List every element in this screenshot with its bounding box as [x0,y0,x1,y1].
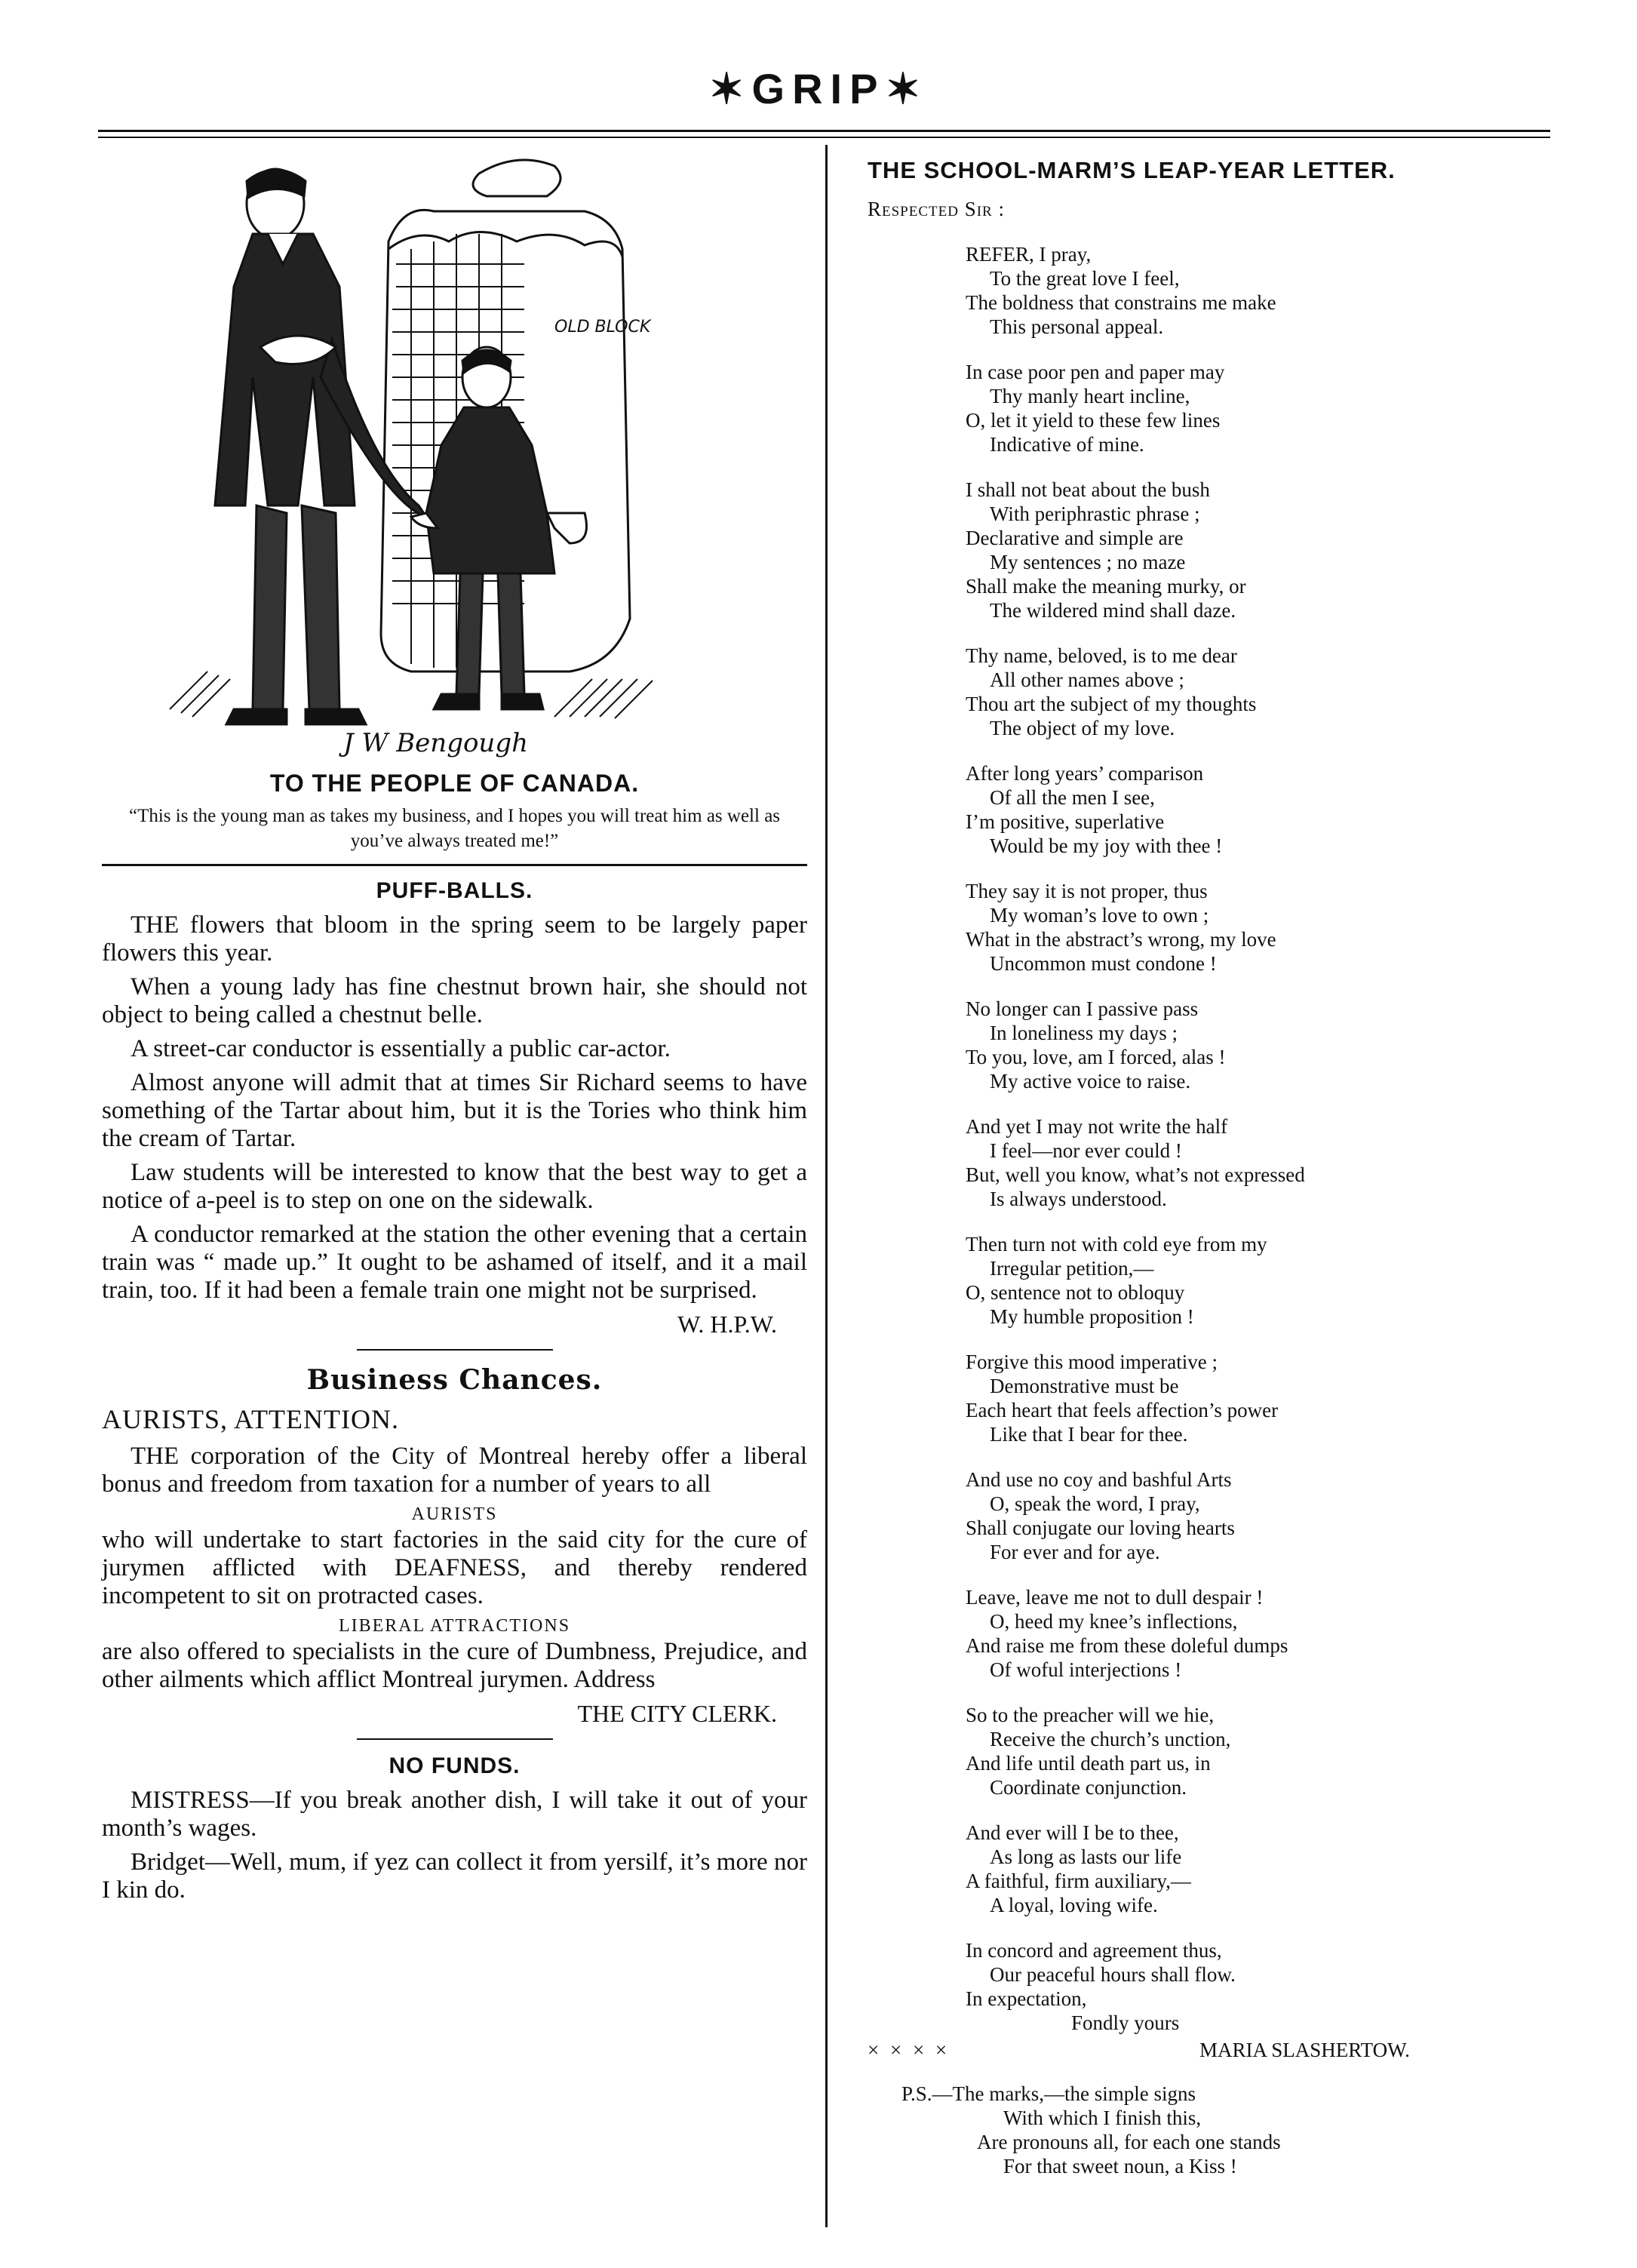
poem-line: Demonstrative must be [990,1375,1179,1397]
business-subhead: AURISTS [411,1504,498,1524]
poem-line: With periphrastic phrase ; [990,502,1200,525]
poem-line: Then turn not with cold eye from my [966,1233,1267,1255]
poem-line: Thou art the subject of my thoughts [966,693,1257,715]
business-paragraph: are also offered to specialists in the cure of Dumbness, Prejudice, and other ailments which afflict Montreal jurymen. Address [102,1638,807,1693]
puffballs-paragraph: When a young lady has fine chestnut brown hair, she should not object to being called a chestnut belle. [102,973,807,1028]
business-signature: THE CITY CLERK. [577,1700,777,1727]
puffballs-paragraph: THE flowers that bloom in the spring seem to be largely paper flowers this year. [102,911,807,967]
section-divider-short [357,1738,553,1740]
letter-signature: MARIA SLASHERTOW. [1199,2039,1410,2061]
poem-line: I’m positive, superlative [966,810,1165,833]
poem-stanza [966,997,1546,1093]
poem-line: My sentences ; no maze [990,551,1186,573]
poem-stanza [966,360,1546,456]
poem-line: A faithful, firm auxiliary,— [966,1870,1191,1892]
poem-line: To the great love I feel, [990,267,1180,290]
puffballs-paragraph: A conductor remarked at the station the other evening that a certain train was “ made up.” It ought to be ashamed of itself, and it a mail train, too. If it had been a female train one might not be surprised. [102,1221,807,1304]
poem-line: REFER, I pray, [966,243,1092,266]
section-divider-short [357,1349,553,1351]
poem-line: Shall conjugate our loving hearts [966,1517,1235,1539]
salutation: Respected Sir : [868,198,1005,220]
masthead: ✶GRIP✶ [708,65,929,112]
right-column [868,143,1546,2178]
poem-line: My woman’s love to own ; [990,904,1209,927]
poem-stanza [966,1585,1546,1682]
business-headline: AURISTS, ATTENTION. [102,1404,399,1434]
poem-stanza [966,1232,1546,1329]
cartoon [102,143,807,770]
poem-line: In case poor pen and paper may [966,361,1225,383]
poem-line: And ever will I be to thee, [966,1821,1179,1844]
nofunds-paragraph: Bridget—Well, mum, if yez can collect it from yersilf, it’s more nor I kin do. [102,1849,807,1904]
poem-stanza [966,242,1546,339]
poem-line: They say it is not proper, thus [966,880,1208,902]
cartoon-illustration [162,151,736,739]
poem-line: Indicative of mine. [990,433,1144,456]
header-rule [98,130,1550,132]
poem-line: I shall not beat about the bush [966,478,1210,501]
ps-line: P.S.—The marks,—the simple signs [901,2082,1196,2105]
header-rule-thin [98,137,1550,138]
closing-line: In expectation, [966,1987,1087,2010]
puffballs-signature: W. H.P.W. [677,1311,777,1338]
cartoon-quote: “This is the young man as takes my business, and I hopes you will treat him as well as you’ve always treated me!” [128,806,781,851]
poem-line: Leave, leave me not to dull despair ! [966,1586,1264,1609]
column-divider [825,145,828,2227]
poem-line: O, heed my knee’s inflections, [990,1610,1238,1633]
closing-line: In concord and agreement thus, [966,1939,1222,1962]
poem-line: Shall make the meaning murky, or [966,575,1246,598]
poem-line: And life until death part us, in [966,1752,1211,1775]
poem-line: Coordinate conjunction. [990,1776,1187,1799]
poem-line: The boldness that constrains me make [966,291,1276,314]
poem-stanza [966,1467,1546,1564]
poem-line: But, well you know, what’s not expressed [966,1163,1305,1186]
poem-stanza [966,1114,1546,1211]
poem-stanza [966,761,1546,858]
puffballs-paragraph: A street-car conductor is essentially a public car-actor. [131,1035,671,1062]
poem-line: And raise me from these doleful dumps [966,1634,1288,1657]
poem-title: THE SCHOOL-MARM’S LEAP-YEAR LETTER. [868,157,1396,183]
poem-line: For ever and for aye. [990,1541,1160,1563]
poem-line: Of woful interjections ! [990,1658,1182,1681]
poem-line: Would be my joy with thee ! [990,834,1223,857]
left-column [102,143,807,1910]
puffballs-paragraph: Law students will be interested to know that the best way to get a notice of a-peel is to step on one on the sidewalk. [102,1159,807,1214]
poem-line: Receive the church’s unction, [990,1728,1231,1750]
ps-line: Are pronouns all, for each one stands [977,2131,1281,2153]
artist-signature: J W Bengough [343,728,528,758]
poem-stanza [966,879,1546,976]
poem-line: The object of my love. [990,717,1175,739]
block-label: OLD BLOCK [554,318,651,337]
poem-line: To you, love, am I forced, alas ! [966,1046,1226,1068]
poem-line: Thy name, beloved, is to me dear [966,644,1237,667]
poem-line: O, let it yield to these few lines [966,409,1221,432]
poem-line: In loneliness my days ; [990,1022,1178,1044]
nofunds-paragraph: MISTRESS—If you break another dish, I will take it out of your month’s wages. [102,1787,807,1842]
ps-line: With which I finish this, [1003,2107,1202,2129]
poem-line: Like that I bear for thee. [990,1423,1188,1446]
poem-line: O, speak the word, I pray, [990,1492,1200,1515]
poem-line: Thy manly heart incline, [990,385,1190,407]
poem-line: And use no coy and bashful Arts [966,1468,1232,1491]
poem-line: So to the preacher will we hie, [966,1704,1215,1726]
business-paragraph: THE corporation of the City of Montreal hereby offer a liberal bonus and freedom from taxation for a number of years to all [102,1443,807,1498]
puffballs-title: PUFF-BALLS. [376,878,533,903]
poem-line: The wildered mind shall daze. [990,599,1236,622]
poem-line: O, sentence not to obloquy [966,1281,1185,1304]
poem-line: Of all the men I see, [990,786,1155,809]
closing-line: Our peaceful hours shall flow. [990,1963,1236,1986]
poem-line: And yet I may not write the half [966,1115,1228,1138]
poem-stanza [966,1350,1546,1446]
poem-line: No longer can I passive pass [966,997,1199,1020]
letter-closing [966,1938,1546,2035]
ps-line: For that sweet noun, a Kiss ! [1003,2155,1237,2177]
poem-line: I feel—nor ever could ! [990,1139,1182,1162]
closing-line: Fondly yours [1071,2011,1180,2034]
poem-stanza [966,1821,1546,1917]
poem-line: After long years’ comparison [966,762,1204,785]
signature-line [868,2038,1546,2062]
section-divider [102,864,807,866]
postscript [901,2082,1546,2178]
poem-line: Declarative and simple are [966,527,1184,549]
poem-line: Is always understood. [990,1188,1167,1210]
cartoon-title: TO THE PEOPLE OF CANADA. [269,770,640,797]
business-paragraph: who will undertake to start factories in the said city for the cure of jurymen afflicted with DEAFNESS, and thereby rendered incompetent to sit on protracted cases. [102,1526,807,1609]
poem-line: My active voice to raise. [990,1070,1191,1093]
poem-line: Each heart that feels affection’s power [966,1399,1279,1421]
kiss-marks: × × × × [868,2039,951,2061]
poem-line: Irregular petition,— [990,1257,1154,1280]
puffballs-paragraph: Almost anyone will admit that at times Sir Richard seems to have something of the Tartar about him, but it is the Tories who think him the cream of Tartar. [102,1069,807,1152]
poem-stanza [966,644,1546,740]
poem-line: My humble proposition ! [990,1305,1194,1328]
poem-line: What in the abstract’s wrong, my love [966,928,1276,951]
poem-line: A loyal, loving wife. [990,1894,1158,1916]
nofunds-title: NO FUNDS. [389,1753,521,1778]
poem-line: This personal appeal. [990,315,1164,338]
poem-line: Uncommon must condone ! [990,952,1217,975]
poem-line: Forgive this mood imperative ; [966,1351,1218,1373]
poem-stanza [966,1703,1546,1799]
poem-stanza [966,478,1546,622]
business-subhead: LIBERAL ATTRACTIONS [338,1616,571,1636]
poem-line: All other names above ; [990,668,1184,691]
business-title: Business Chances. [306,1364,603,1396]
poem-line: As long as lasts our life [990,1845,1182,1868]
